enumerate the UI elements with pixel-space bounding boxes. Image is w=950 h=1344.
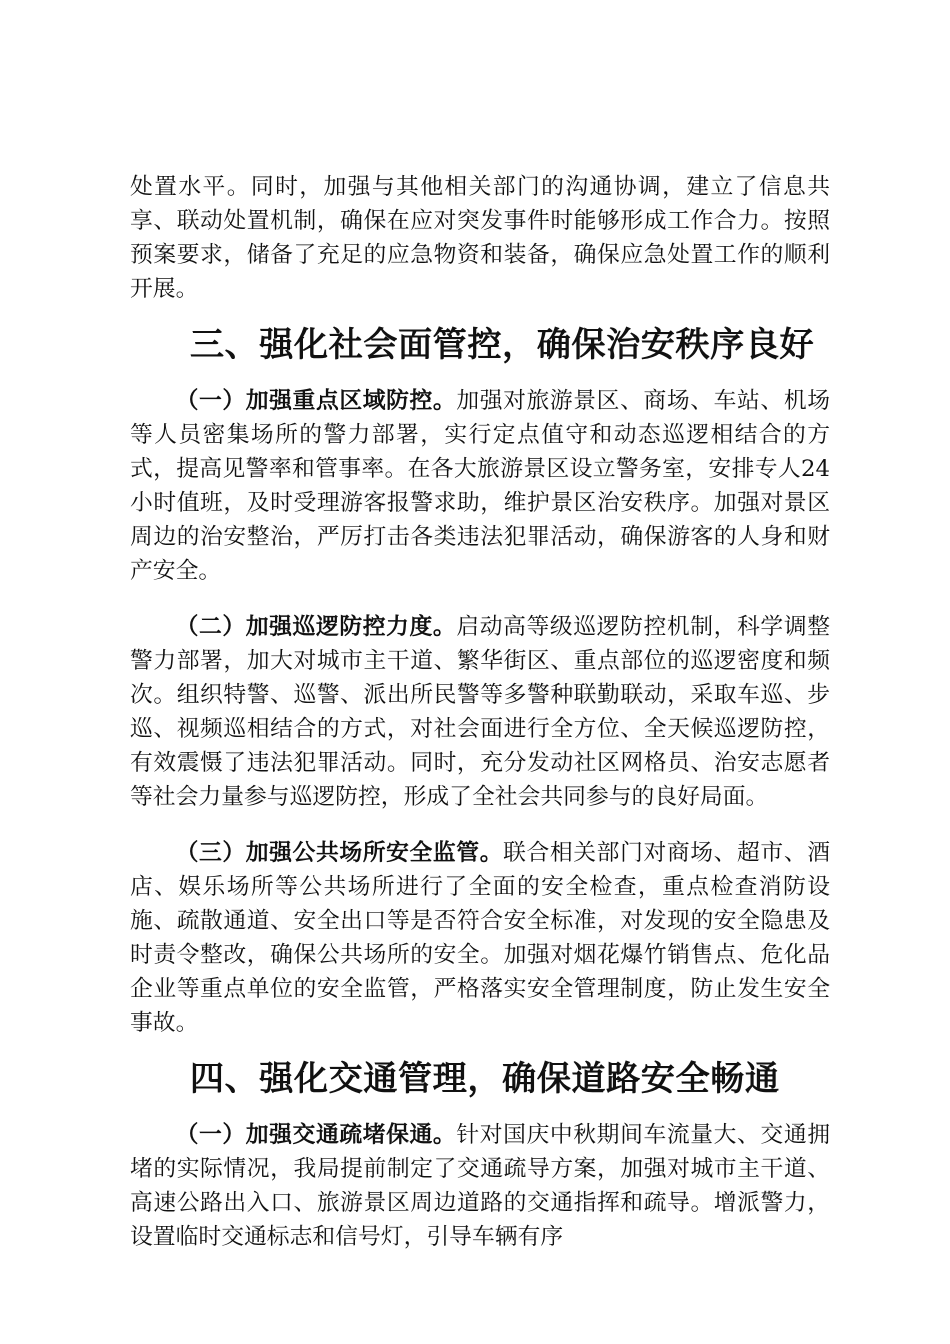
paragraph-body: 联合相关部门对商场、超市、酒店、娱乐场所等公共场所进行了全面的安全检查，重点检查消防设施、疏散通道、安全出口等是否符合安全标准，对发现的安全隐患及时责令整改，确保公共场所的安全。加强对烟花爆竹销售点、危化品企业等重点单位的安全监管，严格落实安全管理制度，防止发生安全事故。 — [130, 840, 831, 1036]
paragraph-lead: （一）加强重点区域防控。 — [175, 388, 457, 414]
paragraph-lead: （二）加强巡逻防控力度。 — [175, 614, 457, 640]
intro-paragraph: 处置水平。同时，加强与其他相关部门的沟通协调，建立了信息共享、联动处置机制，确保在应对突发事件时能够形成工作合力。按照预案要求，储备了充足的应急物资和装备，确保应急处置工作的顺利开展。 — [130, 174, 830, 302]
section-heading-3: 三、强化社会面管控，确保治安秩序良好 — [189, 325, 815, 365]
paragraph-body: 针对国庆中秋期间车流量大、交通拥堵的实际情况，我局提前制定了交通疏导方案，加强对城市主干道、高速公路出入口、旅游景区周边道路的交通指挥和疏导。增派警力，设置临时交通标志和信号灯，引导车辆有序 — [130, 1122, 831, 1250]
paragraph-lead: （三）加强公共场所安全监管。 — [175, 840, 504, 866]
paragraph-4-1 — [130, 1118, 830, 1254]
paragraph-lead: （一）加强交通疏堵保通。 — [175, 1122, 457, 1148]
section-heading-4: 四、强化交通管理，确保道路安全畅通 — [189, 1059, 780, 1099]
paragraph-3-1 — [130, 384, 830, 588]
document-page — [130, 170, 830, 1254]
paragraph-body: 启动高等级巡逻防控机制，科学调整警力部署，加大对城市主干道、繁华街区、重点部位的巡逻密度和频次。组织特警、巡警、派出所民警等多警种联勤联动，采取车巡、步巡、视频巡相结合的方式，对社会面进行全方位、全天候巡逻防控，有效震慑了违法犯罪活动。同时，充分发动社区网格员、治安志愿者等社会力量参与巡逻防控，形成了全社会共同参与的良好局面。 — [130, 614, 831, 810]
paragraph-3-2 — [130, 610, 830, 814]
paragraph-body: 加强对旅游景区、商场、车站、机场等人员密集场所的警力部署，实行定点值守和动态巡逻相结合的方式，提高见警率和管事率。在各大旅游景区设立警务室，安排专人24小时值班，及时受理游客报警求助，维护景区治安秩序。加强对景区周边的治安整治，严厉打击各类违法犯罪活动，确保游客的人身和财产安全。 — [130, 388, 831, 584]
paragraph-3-3 — [130, 836, 830, 1040]
